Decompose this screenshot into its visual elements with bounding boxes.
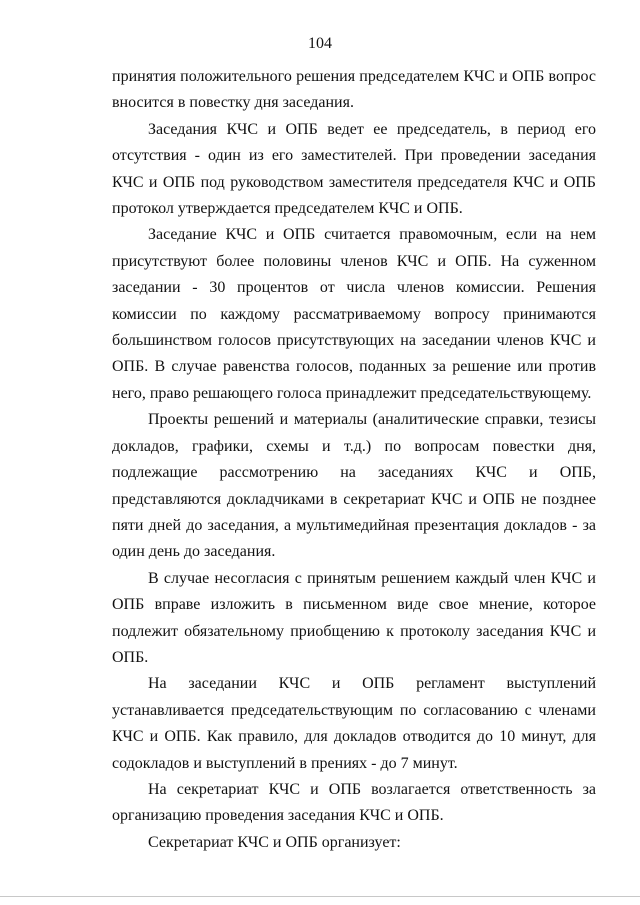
paragraph-speech-regulations: На заседании КЧС и ОПБ регламент выступлений устанавливается председательствующим по согласованию с членами КЧС и ОПБ. Как правило, для докладов отводится до 10 минут, для содокладов и выступлений в прениях - до 7 минут. [112, 675, 596, 772]
document-body [112, 64, 596, 856]
paragraph-secretariat-responsibility: На секретариат КЧС и ОПБ возлагается ответственность за организацию проведения заседания КЧС и ОПБ. [112, 780, 596, 825]
paragraph-dissenting-opinion: В случае несогласия с принятым решением каждый член КЧС и ОПБ вправе изложить в письменном виде свое мнение, которое подлежит обязательному приобщению к протоколу заседания КЧС и ОПБ. [112, 569, 596, 666]
paragraph-chairing-meetings: Заседания КЧС и ОПБ ведет ее председатель, в период его отсутствия - один из его заместителей. При проведении заседания КЧС и ОПБ под руководством заместителя председателя КЧС и ОПБ протокол утверждается председателем КЧС и ОПБ. [112, 120, 596, 218]
paragraph-secretariat-organizes: Секретариат КЧС и ОПБ организует: [148, 833, 401, 851]
bottom-scan-edge [0, 896, 640, 897]
paragraph-quorum: Заседание КЧС и ОПБ считается правомочным, если на нем присутствуют более половины членов КЧС и ОПБ. На суженном заседании - 30 процентов от числа членов комиссии. Решения комиссии по каждому рассматриваемому вопросу принимаются большинством голосов присутствующих на заседании членов КЧС и ОПБ. В случае равенства голосов, поданных за решение или против него, право решающего голоса принадлежит председательствующему. [112, 226, 596, 402]
paragraph-agenda-continuation: принятия положительного решения председателем КЧС и ОПБ вопрос вносится в повестку дня заседания. [112, 68, 596, 112]
paragraph-draft-materials: Проекты решений и материалы (аналитические справки, тезисы докладов, графики, схемы и т.д.) по вопросам повестки дня, подлежащие рассмотрению на заседаниях КЧС и ОПБ, представляются докладчиками в секретариат КЧС и ОПБ не позднее пяти дней до заседания, а мультимедийная презентация докладов - за один день до заседания. [112, 411, 596, 561]
page-number: 104 [308, 35, 332, 52]
